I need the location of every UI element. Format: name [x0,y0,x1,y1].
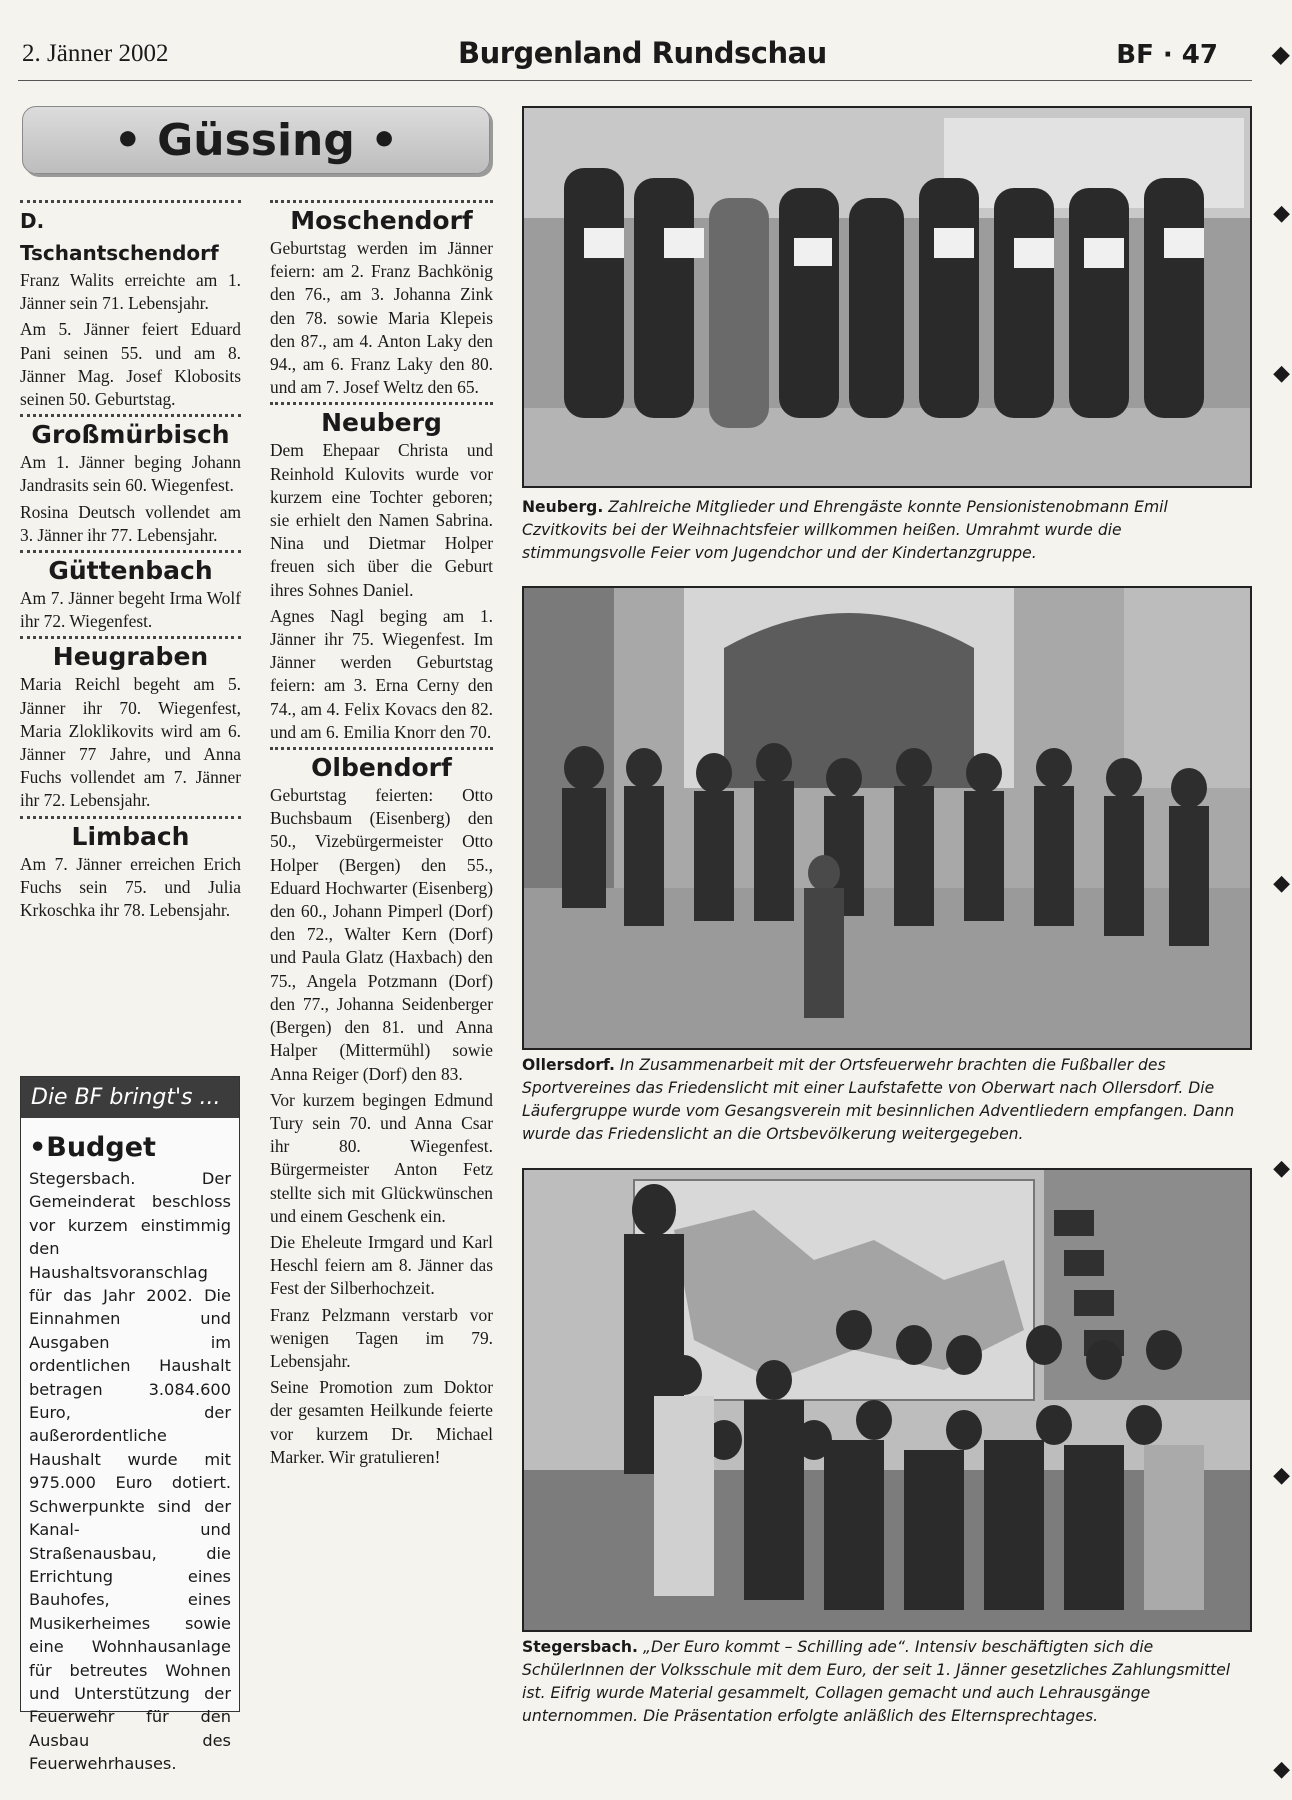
margin-mark-icon: ◆ [1273,870,1290,895]
article-paragraph: Am 5. Jänner feiert Eduard Pani seinen 55. und am 8. Jänner Mag. Josef Klobosits seinen 50. Geburtstag. [20,319,241,410]
dotted-divider [270,747,493,750]
photo-neuberg-choir [522,106,1252,488]
photo-caption [522,1054,1248,1146]
article-paragraph: Am 7. Jänner erreichen Erich Fuchs sein 75. und Julia Krkoschka ihr 78. Lebensjahr. [20,853,241,921]
dotted-divider [20,550,241,553]
caption-text: Zahlreiche Mitglieder und Ehrengäste konnte Pensionistenobmann Emil Czvitkovits bei der Weihnachtsfeier willkommen heißen. Umrahmt wurde die stimmungsvolle Feier vom Jugendchor und der Kindertanzgruppe. [522,498,1168,562]
section-title: Moschendorf [290,206,473,235]
caption-text: „Der Euro kommt – Schilling ade“. Intensiv beschäftigten sich die SchülerInnen der Volksschule mit dem Euro, der seit 1. Jänner gesetzliches Zahlungsmittel ist. Eifrig wurde Material gesammelt, Collagen gemacht und auch Lehrausgänge unternommen. Die Präsentation erfolgte anläßlich des Elternsprechtages. [522,1638,1231,1725]
bf-box-heading: Die BF bringt's ... [21,1077,239,1118]
section-title: Güttenbach [48,556,213,586]
page-number: BF · 47 [1116,40,1218,70]
article-paragraph: Maria Reichl begeht am 5. Jänner ihr 70. Wiegenfest, Maria Zloklikovits wird am 6. Jänner 77 Jahre, und Anna Fuchs vollendet am 7. Jänner ihr 72. Lebensjahr. [20,674,241,811]
article-paragraph: Seine Promotion zum Doktor der gesamten Heilkunde feierte vor kurzem Dr. Michael Marker. Wir gratulieren! [270,1377,493,1467]
section-title: Heugraben [52,642,209,672]
bf-box-text: Stegersbach. Der Gemeinderat beschloss vor kurzem einstimmig den Haushaltsvoranschlag für das Jahr 2002. Die Einnahmen und Ausgaben im ordentlichen Haushalt betragen 3.084.600 Euro, der außerordentliche Haushalt wurde mit 975.000 Euro dotiert. Schwerpunkte sind der Kanal- und Straßenausbau, die Errichtung eines Bauhofes, eines Musikerheimes sowie eine Wohnhausanlage für betreutes Wohnen und Unterstützung der Feuerwehr für den Ausbau des Feuerwehrhauses. [29,1169,231,1774]
article-paragraph: Am 7. Jänner begeht Irma Wolf ihr 72. Wiegenfest. [20,588,241,632]
bf-info-box [20,1076,240,1774]
section-title: Neuberg [321,408,442,438]
margin-mark-icon: ◆ [1273,1756,1290,1781]
middle-news-column [270,200,493,1472]
left-news-column [20,200,241,925]
article-paragraph: Dem Ehepaar Christa und Reinhold Kulovits wurde vor kurzem eine Tochter geboren; sie erhielt den Namen Sabrina. Nina und Dietmar Holper freuen sich über die Geburt ihres Sohnes Daniel. [270,440,493,600]
caption-location: Neuberg. [522,498,604,516]
region-title: • Güssing • [113,114,399,166]
margin-mark-icon: ◆ [1273,360,1290,385]
margin-mark-icon: ◆ [1273,200,1290,225]
section-title: Olbendorf [311,753,452,783]
page-header [18,0,1252,81]
bf-box-subheading: •Budget [29,1132,156,1163]
caption-location: Ollersdorf. [522,1056,615,1074]
article-paragraph: Die Eheleute Irmgard und Karl Heschl feiern am 8. Jänner das Fest der Silberhochzeit. [270,1231,493,1299]
margin-mark-icon: ◆ [1273,1462,1290,1487]
issue-date: 2. Jänner 2002 [22,40,169,67]
article-paragraph: Franz Walits erreichte am 1. Jänner sein 71. Lebensjahr. [20,270,241,314]
article-paragraph: Rosina Deutsch vollendet am 3. Jänner ihr 77. Lebensjahr. [20,501,241,545]
article-paragraph: Am 1. Jänner beging Johann Jandrasits sein 60. Wiegenfest. [20,452,241,496]
section-title: D. Tschantschendorf [20,209,219,265]
article-paragraph: Vor kurzem begingen Edmund Tury sein 70. und Anna Csar ihr 80. Wiegenfest. Bürgermeister Anton Fetz stellte sich mit Glückwünschen und einem Geschenk ein. [270,1089,493,1226]
section-title: Limbach [71,821,190,851]
article-paragraph: Geburtstag feierten: Otto Buchsbaum (Eisenberg) den 50., Vizebürgermeister Otto Holper (Bergen) den 55., Eduard Hochwarter (Eisenberg) den 60., Johann Pimperl (Dorf) den 72., Walter Kern (Dorf) und Paula Glatz (Haxbach) den 75., Angela Potzmann (Dorf) den 77., Johanna Seidenberger (Bergen) den 81. und Anna Halper (Mittermühl) sowie Anna Reiger (Dorf) den 83. [270,785,493,1084]
dotted-divider [20,636,241,639]
section-title: Großmürbisch [31,420,230,450]
margin-mark-icon: ◆ [1271,42,1290,68]
dotted-divider [20,200,241,203]
caption-location: Stegersbach. [522,1638,638,1656]
dotted-divider [270,402,493,405]
article-paragraph: Franz Pelzmann verstarb vor wenigen Tagen im 79. Lebensjahr. [270,1304,493,1371]
article-paragraph: Geburtstag werden im Jänner feiern: am 2. Franz Bachkönig den 76., am 3. Johanna Zink den 78. sowie Maria Klepeis den 87., am 4. Anton Laky den 94., am 6. Franz Laky den 80. und am 7. Josef Weltz den 65. [270,238,493,398]
photo-stegersbach-class [522,1168,1252,1632]
dotted-divider [20,816,241,819]
dotted-divider [270,200,493,203]
newspaper-title: Burgenland Rundschau [458,36,827,70]
photo-caption [522,496,1248,565]
region-banner [22,106,490,174]
photo-caption [522,1636,1248,1728]
photo-ollersdorf-singers [522,586,1252,1050]
caption-text: In Zusammenarbeit mit der Ortsfeuerwehr brachten die Fußballer des Sportvereines das Friedenslicht mit einer Laufstafette von Oberwart nach Ollersdorf. Die Läufergruppe wurde vom Gesangsverein mit besinnlichen Adventliedern empfangen. Dann wurde das Friedenslicht an die Ortsbevölkerung weitergegeben. [522,1056,1235,1143]
dotted-divider [20,414,241,417]
article-paragraph: Agnes Nagl beging am 1. Jänner ihr 75. Wiegenfest. Im Jänner werden Geburtstag feiern: am 3. Erna Cerny den 74., am 4. Felix Kovacs den 82. und am 6. Emilia Knorr den 70. [270,605,493,742]
margin-mark-icon: ◆ [1273,1155,1290,1180]
